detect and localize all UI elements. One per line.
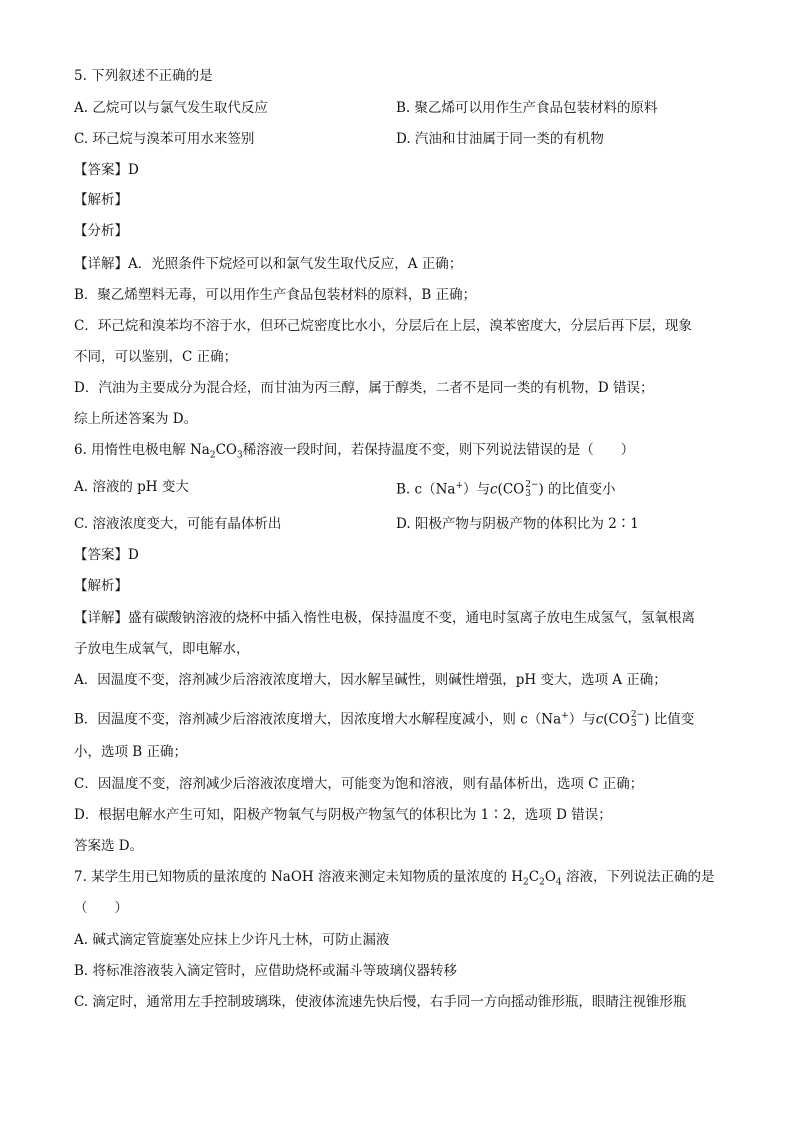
q5-detail-line: 【详解】A．光照条件下烷烃可以和氯气发生取代反应，A 正确；	[74, 256, 463, 272]
q6-stem-sub: 2	[209, 450, 216, 461]
q6-stem-mid: CO	[215, 442, 237, 458]
q7-stem-line2: （ ）	[74, 900, 128, 916]
q6-stem	[74, 441, 634, 465]
q6-d4-post: ) 比值变	[644, 711, 695, 728]
q6-b-sup: +	[455, 481, 463, 491]
q5-analysis-tag: 【解析】	[74, 192, 128, 208]
q6-stem-post: 稀溶液一段时间，若保持温度不变，则下列说法错误的是（ ）	[242, 442, 635, 458]
q5-option-c: C. 环己烷与溴苯可用水来签别	[74, 131, 255, 147]
q7-option-b: B. 将标准溶液装入滴定管时，应借助烧杯或漏斗等玻璃仪器转移	[74, 963, 458, 979]
q7-stem	[74, 868, 714, 892]
q6-stem-pre: 6. 用惰性电极电解 Na	[74, 442, 210, 458]
q7-stem-sub: 4	[555, 877, 562, 888]
q5-detail-line: 不同，可以鉴别，C 正确；	[74, 349, 238, 365]
q7-stem-sub: 2	[523, 877, 529, 888]
q6-option-a: A. 溶液的 pH 变大	[74, 479, 189, 495]
q5-fenxi-tag: 【分析】	[74, 223, 128, 239]
q7-option-a: A. 碱式滴定管旋塞处应抹上少许凡士林，可防止漏液	[74, 932, 390, 948]
q6-b-ion-charge	[525, 481, 538, 499]
q7-stem-pre: 7. 某学生用已知物质的量浓度的 NaOH 溶液来测定未知物质的量浓度的 H	[74, 869, 524, 885]
q6-d4-ion-charge	[631, 711, 644, 729]
q5-stem: 5. 下列叙述不正确的是	[74, 68, 213, 84]
q6-detail-line: 【详解】盛有碳酸钠溶液的烧杯中插入惰性电极，保持温度不变，通电时氢离子放电生成氢气，氢氧根离	[74, 610, 695, 626]
q6-detail-line: 子放电生成氧气，即电解水，	[74, 641, 250, 657]
q7-stem-sub: 2	[539, 877, 545, 888]
q6-detail-line: D．根据电解水产生可知，阳极产物氧气与阴极产物氢气的体积比为 1∶2，选项 D 错误；	[74, 807, 612, 823]
q6-b-mid: ）与	[462, 481, 490, 498]
q7-option-c: C. 滴定时，通常用左手控制玻璃珠，使液体流速先快后慢，右手同一方向摇动锥形瓶，眼睛注视锥形瓶	[74, 994, 687, 1010]
q6-d4-ion-sub: 3	[630, 719, 637, 729]
q6-option-c: C. 溶液浓度变大，可能有晶体析出	[74, 516, 282, 532]
q6-d4-ion: (CO	[603, 711, 630, 728]
q6-b-pre: B. c（Na	[396, 481, 456, 498]
q5-conclusion: 综上所述答案为 D。	[74, 411, 198, 427]
q6-option-d: D. 阳极产物与阴极产物的体积比为 2∶1	[396, 516, 639, 532]
q5-option-b: B. 聚乙烯可以用作生产食品包装材料的原料	[396, 100, 658, 116]
q6-b-ion: (CO	[497, 481, 525, 498]
q6-d4-pre: B．因温度不变，溶剂减少后溶液浓度增大，因浓度增大水解程度减小，则 c（Na	[74, 711, 562, 728]
q5-detail-line: D．汽油为主要成分为混合烃，而甘油为丙三醇，属于醇类，二者不是同一类的有机物，D 错误；	[74, 380, 654, 396]
q6-answer: 【答案】D	[74, 547, 139, 563]
q6-conclusion: 答案选 D。	[74, 838, 144, 854]
q5-option-d: D. 汽油和甘油属于同一类的有机物	[396, 131, 604, 147]
q6-d4-sup: +	[561, 711, 569, 721]
q6-option-b	[396, 477, 616, 499]
q6-d4-c: c	[595, 711, 604, 728]
q5-answer: 【答案】D	[74, 162, 139, 178]
q6-b-ion-sup: 2−	[525, 480, 539, 490]
q6-b-ion-sub: 3	[525, 489, 531, 499]
q6-detail-line: C．因温度不变，溶剂减少后溶液浓度增大，可能变为饱和溶液，则有晶体析出，选项 C 正确；	[74, 776, 644, 792]
q7-stem-post: 溶液，下列说法正确的是	[561, 869, 715, 885]
q5-option-a: A. 乙烷可以与氯气发生取代反应	[74, 100, 268, 116]
q6-b-c: c	[489, 481, 498, 498]
q7-stem-mid: C	[528, 869, 540, 885]
q5-detail-line: B．聚乙烯塑料无毒，可以用作生产食品包装材料的原料，B 正确；	[74, 287, 477, 303]
q6-detail-line: A．因温度不变，溶剂减少后溶液浓度增大，因水解呈碱性，则碱性增强，pH 变大，选项 A 正确；	[74, 672, 667, 688]
q6-d4-mid: ）与	[568, 711, 596, 728]
q6-detail-line	[74, 707, 694, 729]
q6-analysis-tag: 【解析】	[74, 578, 128, 594]
q6-detail-line: 小，选项 B 正确；	[74, 744, 188, 760]
q6-b-post: ) 的比值变小	[538, 481, 616, 498]
q7-stem-mid: O	[544, 869, 556, 885]
q6-stem-sub: 3	[236, 450, 243, 461]
q5-detail-line: C．环己烷和溴苯均不溶于水，但环己烷密度比水小，分层后在上层，溴苯密度大，分层后再下层，现象	[74, 318, 692, 334]
q6-d4-ion-sup: 2−	[630, 710, 645, 720]
